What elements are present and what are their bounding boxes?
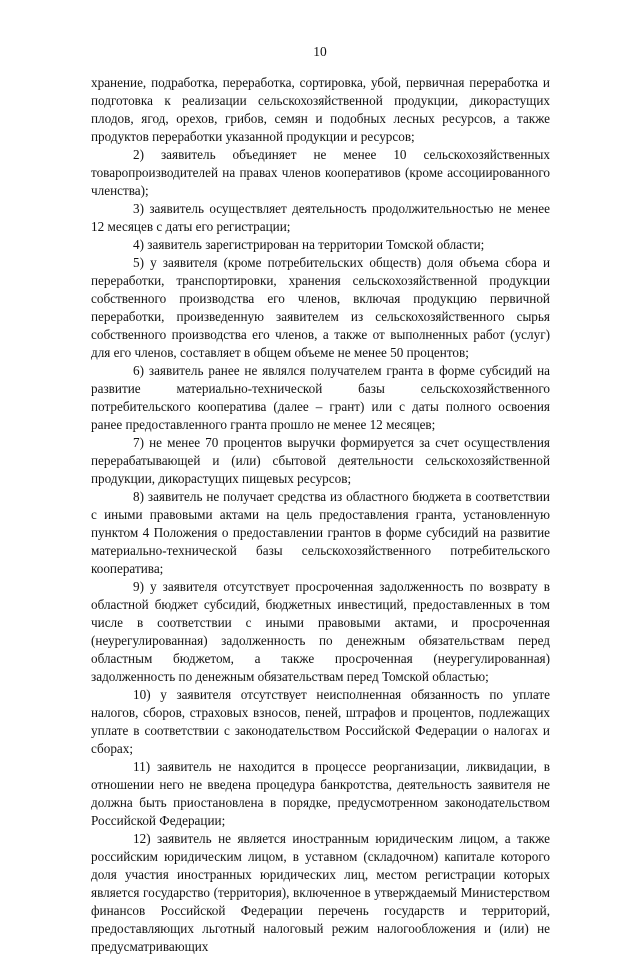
paragraph-continuation: хранение, подработка, переработка, сортировка, убой, первичная переработка и подготовка к реализации сельскохозяйственной продукции, дикорастущих плодов, ягод, орехов, грибов, семян и подобных лесных ресурсов, а также продуктов переработки указанной продукции и ресурсов;: [91, 75, 550, 144]
list-item-10: 10) у заявителя отсутствует неисполненная обязанность по уплате налогов, сборов, страховых взносов, пеней, штрафов и процентов, подлежащих уплате в соответствии с законодательством Российской Федерации о налогах и сборах;: [91, 687, 550, 756]
list-item-9: 9) у заявителя отсутствует просроченная задолженность по возврату в областной бюджет субсидий, бюджетных инвестиций, предоставленных в том числе в соответствии с иными правовыми актами, и просроченная (неурегулированная) задолженность по денежным обязательствам перед областным бюджетом, а также просроченная (неурегулированная) задолженность по денежным обязательствам перед Томской областью;: [91, 579, 550, 684]
list-item-11: 11) заявитель не находится в процессе реорганизации, ликвидации, в отношении него не введена процедура банкротства, деятельность заявителя не должна быть приостановлена в порядке, предусмотренном законодательством Российской Федерации;: [91, 759, 550, 828]
list-item-6: 6) заявитель ранее не являлся получателем гранта в форме субсидий на развитие материально-технической базы сельскохозяйственного потребительского кооператива (далее – грант) или с даты полного освоения ранее предоставленного гранта прошло не менее 12 месяцев;: [91, 363, 550, 432]
page-number: 10: [313, 44, 327, 59]
document-body: [91, 74, 550, 956]
list-item-2: 2) заявитель объединяет не менее 10 сельскохозяйственных товаропроизводителей на правах членов кооперативов (кроме ассоциированного членства);: [91, 147, 550, 198]
list-item-7: 7) не менее 70 процентов выручки формируется за счет осуществления перерабатывающей и (или) сбытовой деятельности сельскохозяйственной продукции, дикорастущих пищевых ресурсов;: [91, 435, 550, 486]
list-item-12: 12) заявитель не является иностранным юридическим лицом, а также российским юридическим лицом, в уставном (складочном) капитале которого доля участия иностранных юридических лиц, местом регистрации которых является государство (территория), включенное в утверждаемый Министерством финансов Российской Федерации перечень государств и территорий, предоставляющих льготный налоговый режим налогообложения и (или) не предусматривающих: [91, 831, 550, 954]
list-item-4: 4) заявитель зарегистрирован на территории Томской области;: [133, 237, 485, 252]
list-item-8: 8) заявитель не получает средства из областного бюджета в соответствии с иными правовыми актами на цель предоставления гранта, установленную пунктом 4 Положения о предоставлении грантов в форме субсидий на развитие материально-технической базы сельскохозяйственного потребительского кооператива;: [91, 489, 550, 576]
list-item-3: 3) заявитель осуществляет деятельность продолжительностью не менее 12 месяцев с даты его регистрации;: [91, 201, 550, 234]
list-item-5: 5) у заявителя (кроме потребительских обществ) доля объема сбора и переработки, транспортировки, хранения сельскохозяйственной продукции собственного производства его членов, включая продукцию первичной переработки, произведенную заявителем из сельскохозяйственного сырья собственного производства его членов, а также от выполненных работ (услуг) для его членов, составляет в общем объеме не менее 50 процентов;: [91, 255, 550, 360]
